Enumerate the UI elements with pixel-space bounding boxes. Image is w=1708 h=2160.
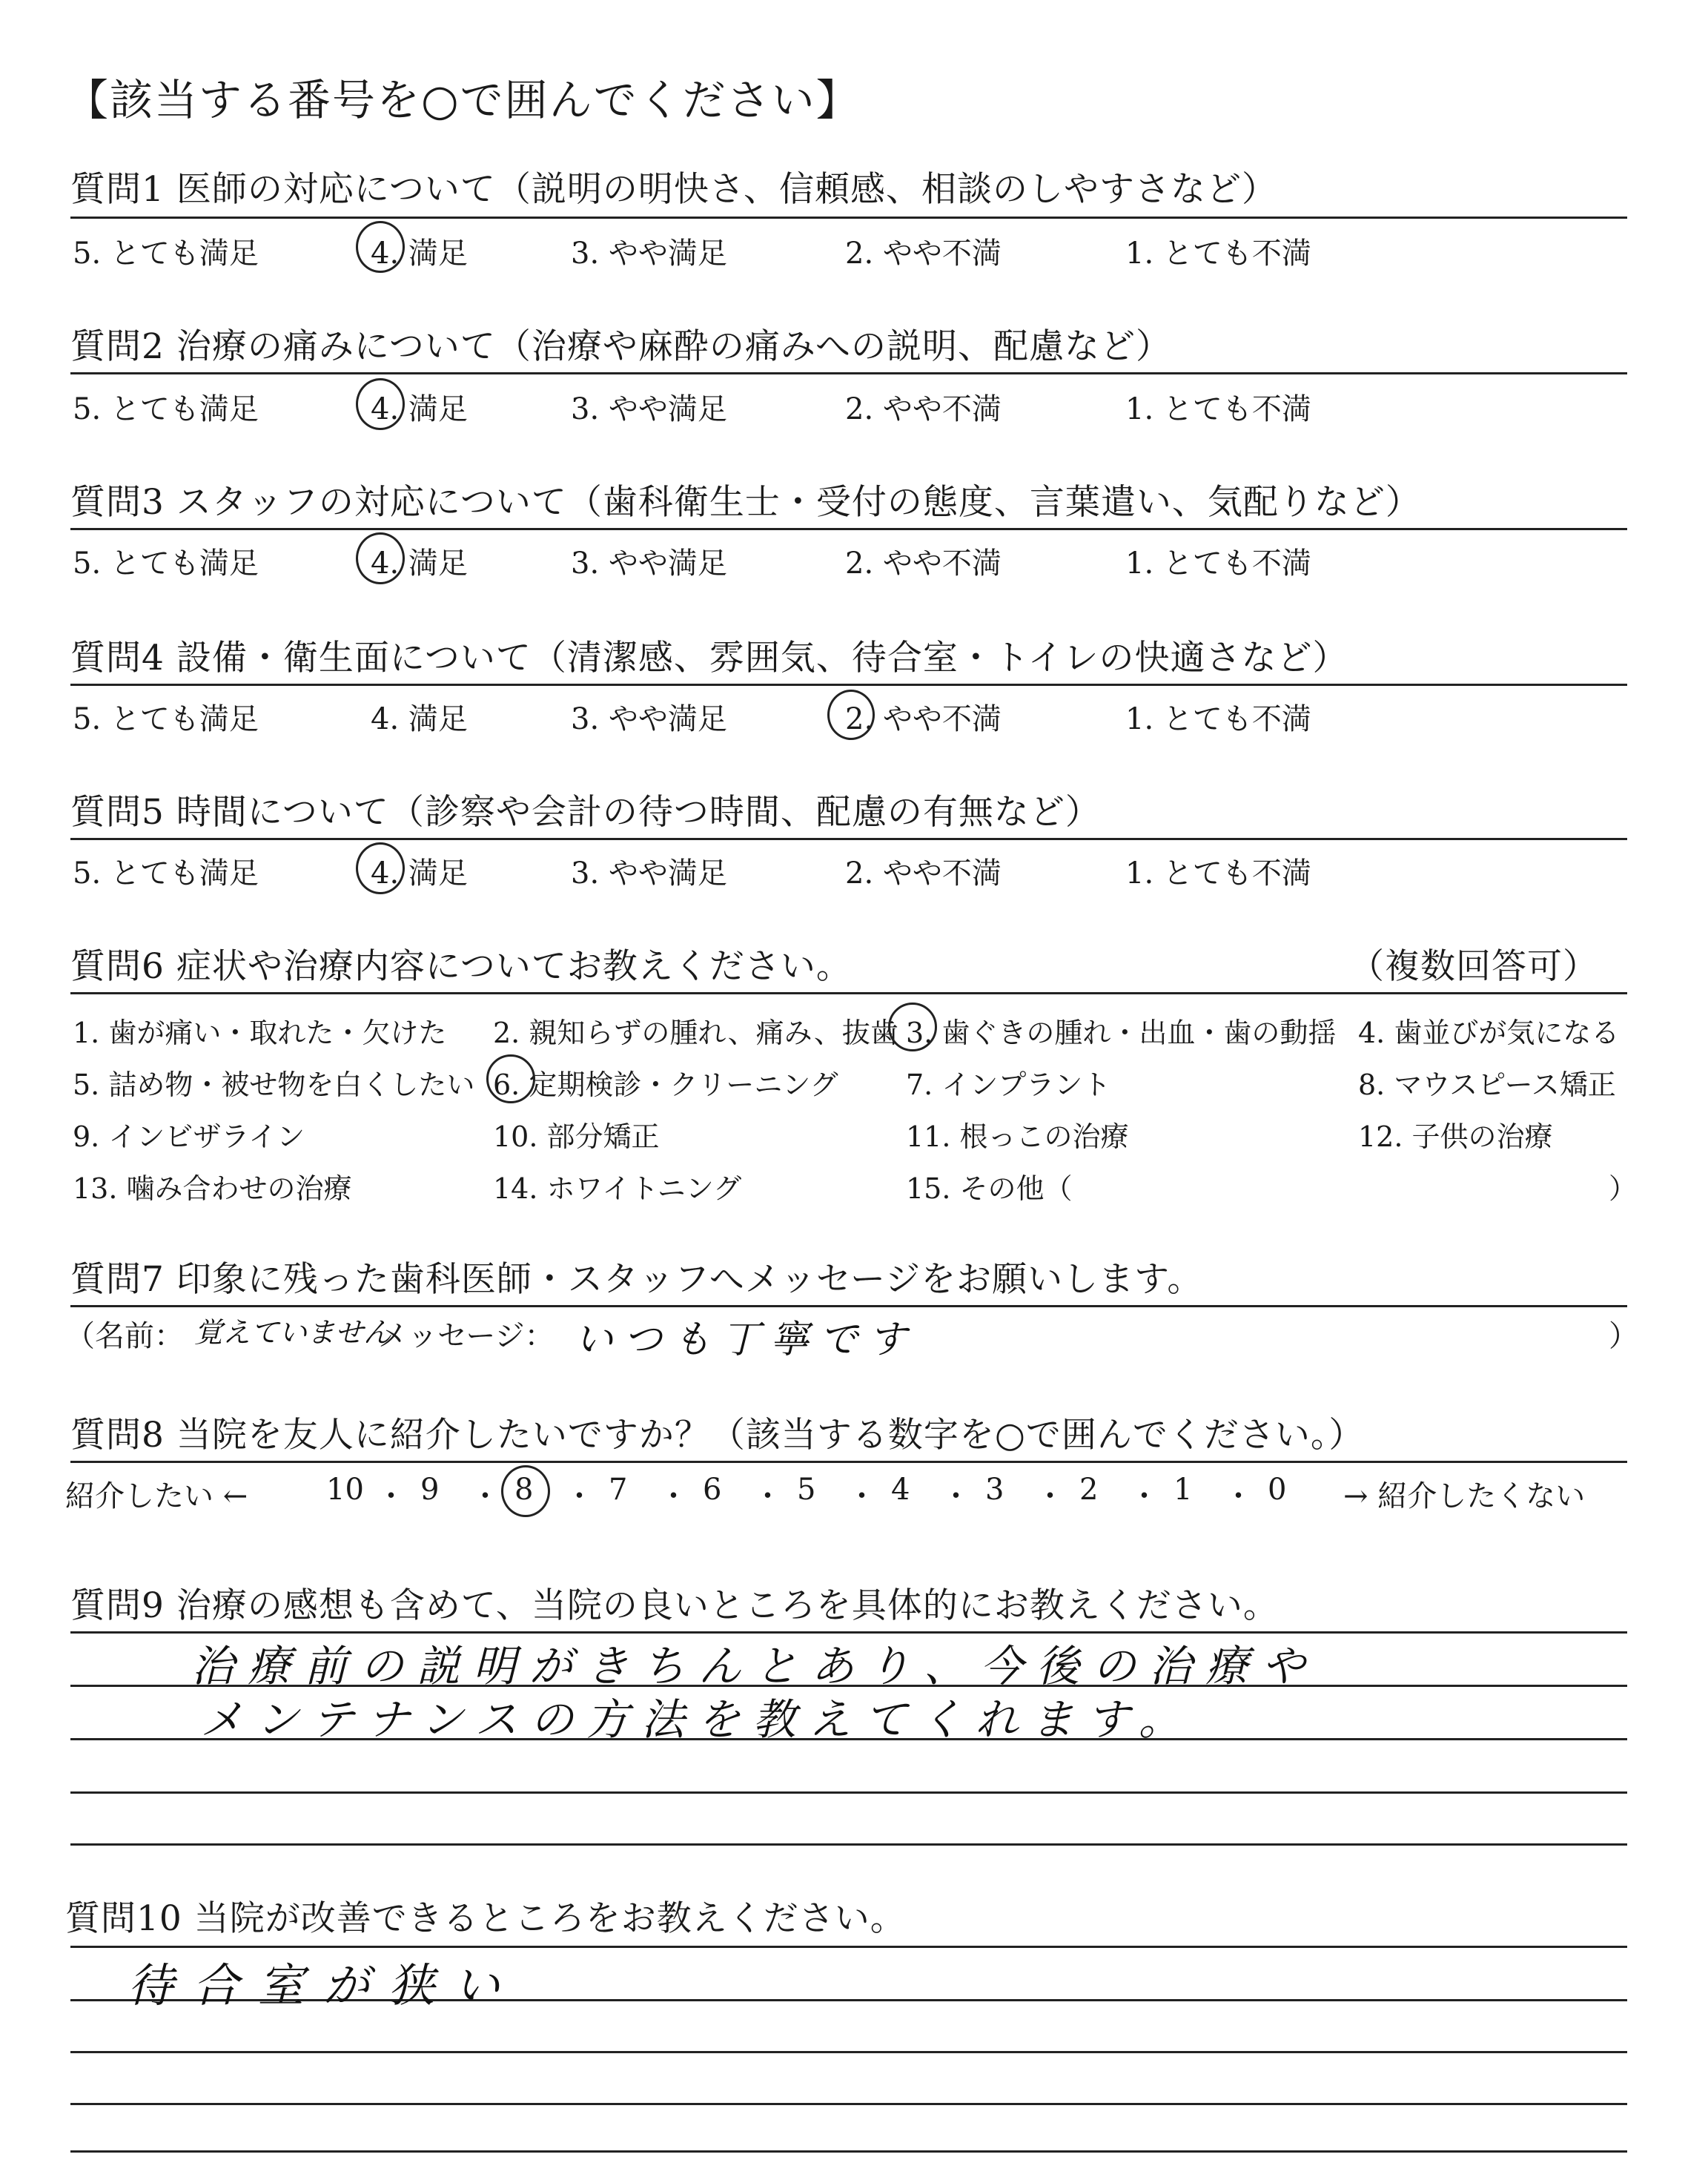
q7-rule bbox=[70, 1305, 1627, 1307]
q8-scale-value-10[interactable]: 10 bbox=[326, 1473, 364, 1507]
q8-scale-separator: ・ bbox=[941, 1479, 971, 1513]
q4-option-2[interactable]: 2. やや不満 bbox=[845, 702, 1002, 736]
q6-rule bbox=[70, 992, 1627, 994]
q2-option-5[interactable]: 5. とても満足 bbox=[73, 392, 259, 426]
q6-option-12[interactable]: 12. 子供の治療 bbox=[1358, 1120, 1553, 1153]
q1-selection-circle bbox=[356, 221, 405, 273]
q6-option-9[interactable]: 9. インビザライン bbox=[73, 1120, 305, 1153]
q9-rule-5 bbox=[70, 1843, 1627, 1846]
q10-title: 質問10 当院が改善できるところをお教えください。 bbox=[65, 1898, 906, 1939]
q5-selection-circle bbox=[356, 842, 405, 894]
q3-selection-circle bbox=[356, 532, 405, 584]
q8-scale-value-6[interactable]: 6 bbox=[703, 1473, 722, 1507]
q8-scale-separator: ・ bbox=[1035, 1479, 1065, 1513]
q7-message-value[interactable]: いつも丁寧です bbox=[575, 1318, 918, 1362]
q10-rule-4 bbox=[70, 2103, 1627, 2105]
q6-selection-circle-6 bbox=[486, 1054, 535, 1103]
q8-scale-value-7[interactable]: 7 bbox=[609, 1473, 628, 1507]
q8-title: 質問8 当院を友人に紹介したいですか？（該当する数字を○で囲んでください。） bbox=[70, 1415, 1365, 1456]
q4-selection-circle bbox=[827, 690, 875, 740]
q9-title: 質問9 治療の感想も含めて、当院の良いところを具体的にお教えください。 bbox=[70, 1585, 1279, 1626]
q1-option-1[interactable]: 1. とても不満 bbox=[1125, 237, 1311, 271]
q1-title: 質問1 医師の対応について（説明の明快さ、信頼感、相談のしやすさなど） bbox=[70, 169, 1278, 210]
q6-option-8[interactable]: 8. マウスピース矯正 bbox=[1358, 1069, 1616, 1101]
q2-option-3[interactable]: 3. やや満足 bbox=[571, 392, 727, 426]
q6-title: 質問6 症状や治療内容についてお教えください。 bbox=[70, 946, 852, 987]
q5-option-4[interactable]: 4. 満足 bbox=[371, 856, 468, 891]
q1-rule bbox=[70, 217, 1627, 219]
q6-option-3[interactable]: 3. 歯ぐきの腫れ・出血・歯の動揺 bbox=[906, 1017, 1337, 1049]
q1-option-3[interactable]: 3. やや満足 bbox=[571, 237, 727, 271]
q6-option-4[interactable]: 4. 歯並びが気になる bbox=[1358, 1017, 1620, 1049]
q2-rule bbox=[70, 372, 1627, 374]
q1-option-4[interactable]: 4. 満足 bbox=[371, 237, 468, 271]
q2-option-4[interactable]: 4. 満足 bbox=[371, 392, 468, 426]
q5-option-5[interactable]: 5. とても満足 bbox=[73, 856, 259, 891]
q4-option-4[interactable]: 4. 満足 bbox=[371, 702, 468, 736]
q3-option-3[interactable]: 3. やや満足 bbox=[571, 546, 727, 581]
q4-option-1[interactable]: 1. とても不満 bbox=[1125, 702, 1311, 736]
q4-title: 質問4 設備・衛生面について（清潔感、雰囲気、待合室・トイレの快適さなど） bbox=[70, 638, 1348, 678]
q10-rule-5 bbox=[70, 2150, 1627, 2153]
q6-option-1[interactable]: 1. 歯が痛い・取れた・欠けた bbox=[73, 1017, 447, 1049]
q8-scale-separator: ・ bbox=[752, 1479, 783, 1513]
q10-rule-3 bbox=[70, 2051, 1627, 2053]
q5-title: 質問5 時間について（診察や会計の待つ時間、配慮の有無など） bbox=[70, 792, 1101, 833]
q5-option-1[interactable]: 1. とても不満 bbox=[1125, 856, 1311, 891]
q6-option-14[interactable]: 14. ホワイトニング bbox=[493, 1172, 742, 1205]
q8-scale-value-5[interactable]: 5 bbox=[797, 1473, 816, 1507]
q6-note: （複数回答可） bbox=[1349, 946, 1598, 987]
q10-rule-1 bbox=[70, 1946, 1627, 1948]
q8-scale-separator: ・ bbox=[376, 1479, 406, 1513]
q9-answer-line-2[interactable]: メンテナンスの方法を教えてくれます。 bbox=[200, 1694, 1194, 1745]
q6-option-2[interactable]: 2. 親知らずの腫れ、痛み、抜歯 bbox=[493, 1017, 898, 1049]
q8-scale-value-4[interactable]: 4 bbox=[891, 1473, 910, 1507]
q6-option-11[interactable]: 11. 根っこの治療 bbox=[906, 1120, 1129, 1153]
q1-option-2[interactable]: 2. やや不満 bbox=[845, 237, 1002, 271]
q7-name-label: （名前： bbox=[65, 1319, 184, 1353]
q7-name-value[interactable]: 覚えていません bbox=[194, 1316, 392, 1349]
q8-scale-separator: ・ bbox=[470, 1479, 500, 1513]
q6-selection-circle-3 bbox=[888, 1003, 937, 1051]
q8-scale-separator: ・ bbox=[1223, 1479, 1254, 1513]
q8-scale-separator: ・ bbox=[658, 1479, 689, 1513]
q6-option-15[interactable]: 15. その他（ bbox=[906, 1172, 1073, 1205]
q8-selection-circle bbox=[501, 1465, 550, 1517]
q2-option-1[interactable]: 1. とても不満 bbox=[1125, 392, 1311, 426]
q8-scale-separator: ・ bbox=[847, 1479, 877, 1513]
q8-right-label: → 紹介したくない bbox=[1343, 1479, 1586, 1513]
q3-option-1[interactable]: 1. とても不満 bbox=[1125, 546, 1311, 581]
q8-scale-value-1[interactable]: 1 bbox=[1174, 1473, 1193, 1507]
q4-rule bbox=[70, 684, 1627, 686]
q8-scale-value-3[interactable]: 3 bbox=[985, 1473, 1004, 1507]
q8-scale-value-2[interactable]: 2 bbox=[1079, 1473, 1099, 1507]
q6-option-5[interactable]: 5. 詰め物・被せ物を白くしたい bbox=[73, 1069, 475, 1101]
q6-option-10[interactable]: 10. 部分矯正 bbox=[493, 1120, 660, 1153]
q8-rule bbox=[70, 1461, 1627, 1463]
q2-selection-circle bbox=[356, 378, 405, 430]
q3-title: 質問3 スタッフの対応について（歯科衛生士・受付の態度、言葉遣い、気配りなど） bbox=[70, 482, 1421, 523]
q7-title: 質問7 印象に残った歯科医師・スタッフへメッセージをお願いします。 bbox=[70, 1259, 1203, 1300]
q8-scale-separator: ・ bbox=[1129, 1479, 1159, 1513]
q7-close-paren: ） bbox=[1609, 1319, 1638, 1353]
q8-scale-separator: ・ bbox=[564, 1479, 595, 1513]
q3-rule bbox=[70, 528, 1627, 530]
q2-title: 質問2 治療の痛みについて（治療や麻酔の痛みへの説明、配慮など） bbox=[70, 326, 1171, 367]
q3-option-4[interactable]: 4. 満足 bbox=[371, 546, 468, 581]
q9-rule-4 bbox=[70, 1791, 1627, 1794]
q8-left-label: 紹介したい ← bbox=[65, 1479, 248, 1513]
q6-option-13[interactable]: 13. 噛み合わせの治療 bbox=[73, 1172, 352, 1205]
q2-option-2[interactable]: 2. やや不満 bbox=[845, 392, 1002, 426]
q4-option-3[interactable]: 3. やや満足 bbox=[571, 702, 727, 736]
form-header: 【該当する番号を○で囲んでください】 bbox=[65, 75, 861, 125]
q6-other-close-paren: ） bbox=[1609, 1172, 1638, 1205]
q10-answer-line-1[interactable]: 待合室が狭い bbox=[128, 1958, 520, 2012]
q7-message-label: メッセージ： bbox=[378, 1319, 555, 1353]
q8-scale-value-9[interactable]: 9 bbox=[420, 1473, 440, 1507]
q5-rule bbox=[70, 838, 1627, 840]
q4-option-5[interactable]: 5. とても満足 bbox=[73, 702, 259, 736]
q3-option-5[interactable]: 5. とても満足 bbox=[73, 546, 259, 581]
q5-option-2[interactable]: 2. やや不満 bbox=[845, 856, 1002, 891]
q8-scale-value-8[interactable]: 8 bbox=[514, 1473, 534, 1507]
q8-scale-value-0[interactable]: 0 bbox=[1268, 1473, 1287, 1507]
q5-option-3[interactable]: 3. やや満足 bbox=[571, 856, 727, 891]
q3-option-2[interactable]: 2. やや不満 bbox=[845, 546, 1002, 581]
q6-option-6[interactable]: 6. 定期検診・クリーニング bbox=[493, 1069, 838, 1101]
q6-option-7[interactable]: 7. インプラント bbox=[906, 1069, 1111, 1101]
q1-option-5[interactable]: 5. とても満足 bbox=[73, 237, 259, 271]
q9-answer-line-1[interactable]: 治療前の説明がきちんとあり、今後の治療や bbox=[191, 1641, 1319, 1691]
